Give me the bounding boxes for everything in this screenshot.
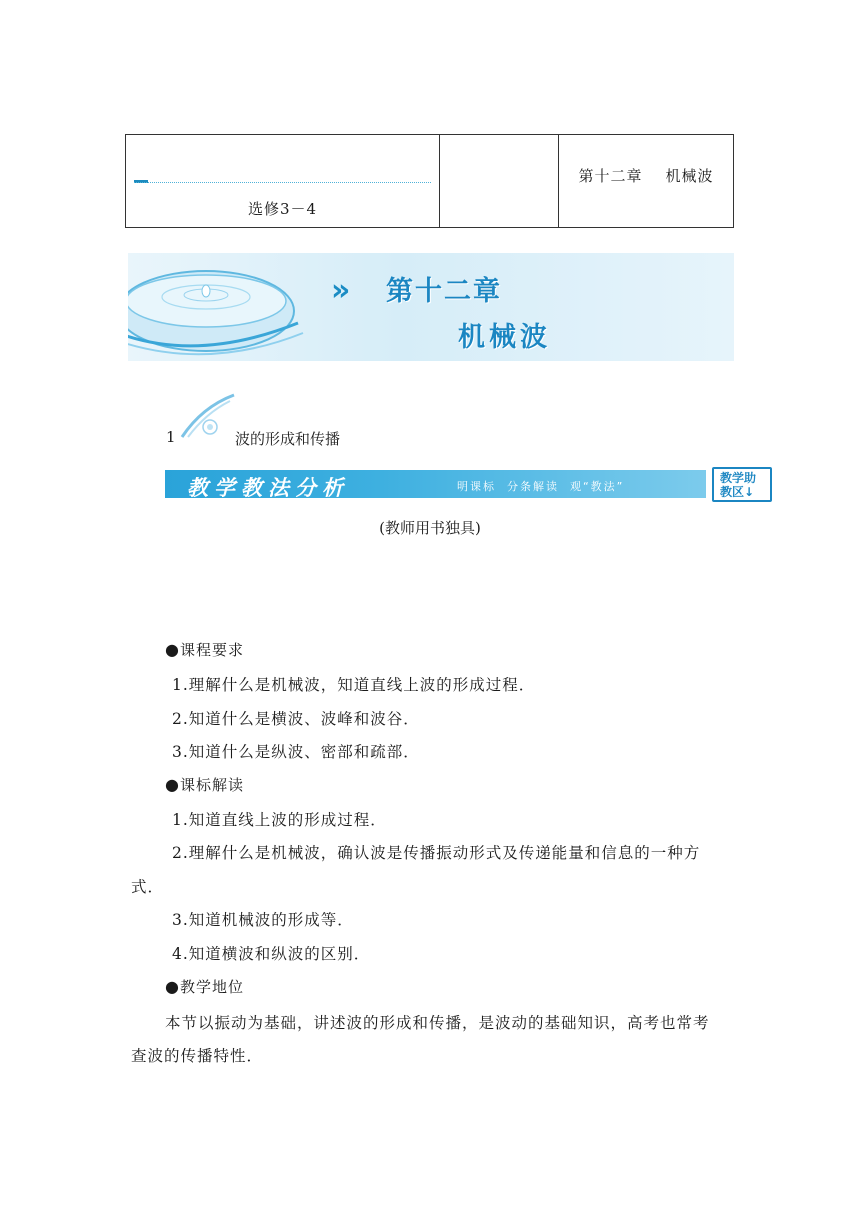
list-item: 4.知道横波和纵波的区别． [172,945,371,963]
section-heading [165,976,244,997]
heading-text: 课程要求 [179,641,244,659]
header-cell-chapter [559,135,733,227]
list-item: 1.理解什么是机械波，知道直线上波的形成过程． [172,676,536,694]
badge-line-1: 教学助 [720,471,757,485]
paragraph-line: 查波的传播特性． [131,1047,264,1065]
list-item: 2.知道什么是横波、波峰和波谷． [172,710,420,728]
heading-text: 课标解读 [179,776,244,794]
header-rule-line [134,182,431,183]
section-heading [165,774,244,795]
teaching-bar-title: 教学教法分析 [187,476,349,500]
banner-chapter-title: 第十二章 [386,276,502,307]
header-chapter-label: 第十二章 机械波 [578,167,714,185]
header-cell-empty [440,135,559,227]
list-item: 3.知道机械波的形成等． [172,911,354,929]
list-item: 3.知道什么是纵波、密部和疏部． [172,743,420,761]
teaching-aid-badge [712,467,772,502]
bullet-icon: ● [165,977,180,996]
double-arrow-icon: » [331,273,343,308]
target-swoosh-icon [178,393,238,441]
paragraph-line: 本节以振动为基础，讲述波的形成和传播，是波动的基础知识，高考也常考 [165,1014,710,1032]
section-number: 1 [166,428,176,446]
header-cell-elective [126,135,440,227]
list-item: 1.知道直线上波的形成过程． [172,811,387,829]
section-title: 波的形成和传播 [235,430,341,448]
badge-line-2: 教区↓ [720,485,755,499]
header-table [125,134,734,228]
teaching-analysis-bar [165,470,706,498]
teaching-bar-subtitle: 明课标 分条解读 观“教法” [457,480,625,493]
banner-topic-title: 机械波 [458,322,551,353]
list-item: 式． [131,878,165,896]
heading-text: 教学地位 [179,978,244,996]
bullet-icon: ● [165,640,180,659]
bullet-icon: ● [165,775,180,794]
teacher-only-note: (教师用书独具) [379,519,481,537]
water-bowl-illustration [128,253,328,361]
chapter-banner [128,253,734,361]
list-item: 2.理解什么是机械波，确认波是传播振动形式及传递能量和信息的一种方 [172,844,701,862]
section-heading [165,639,244,660]
elective-label: 选修3－4 [247,200,318,218]
